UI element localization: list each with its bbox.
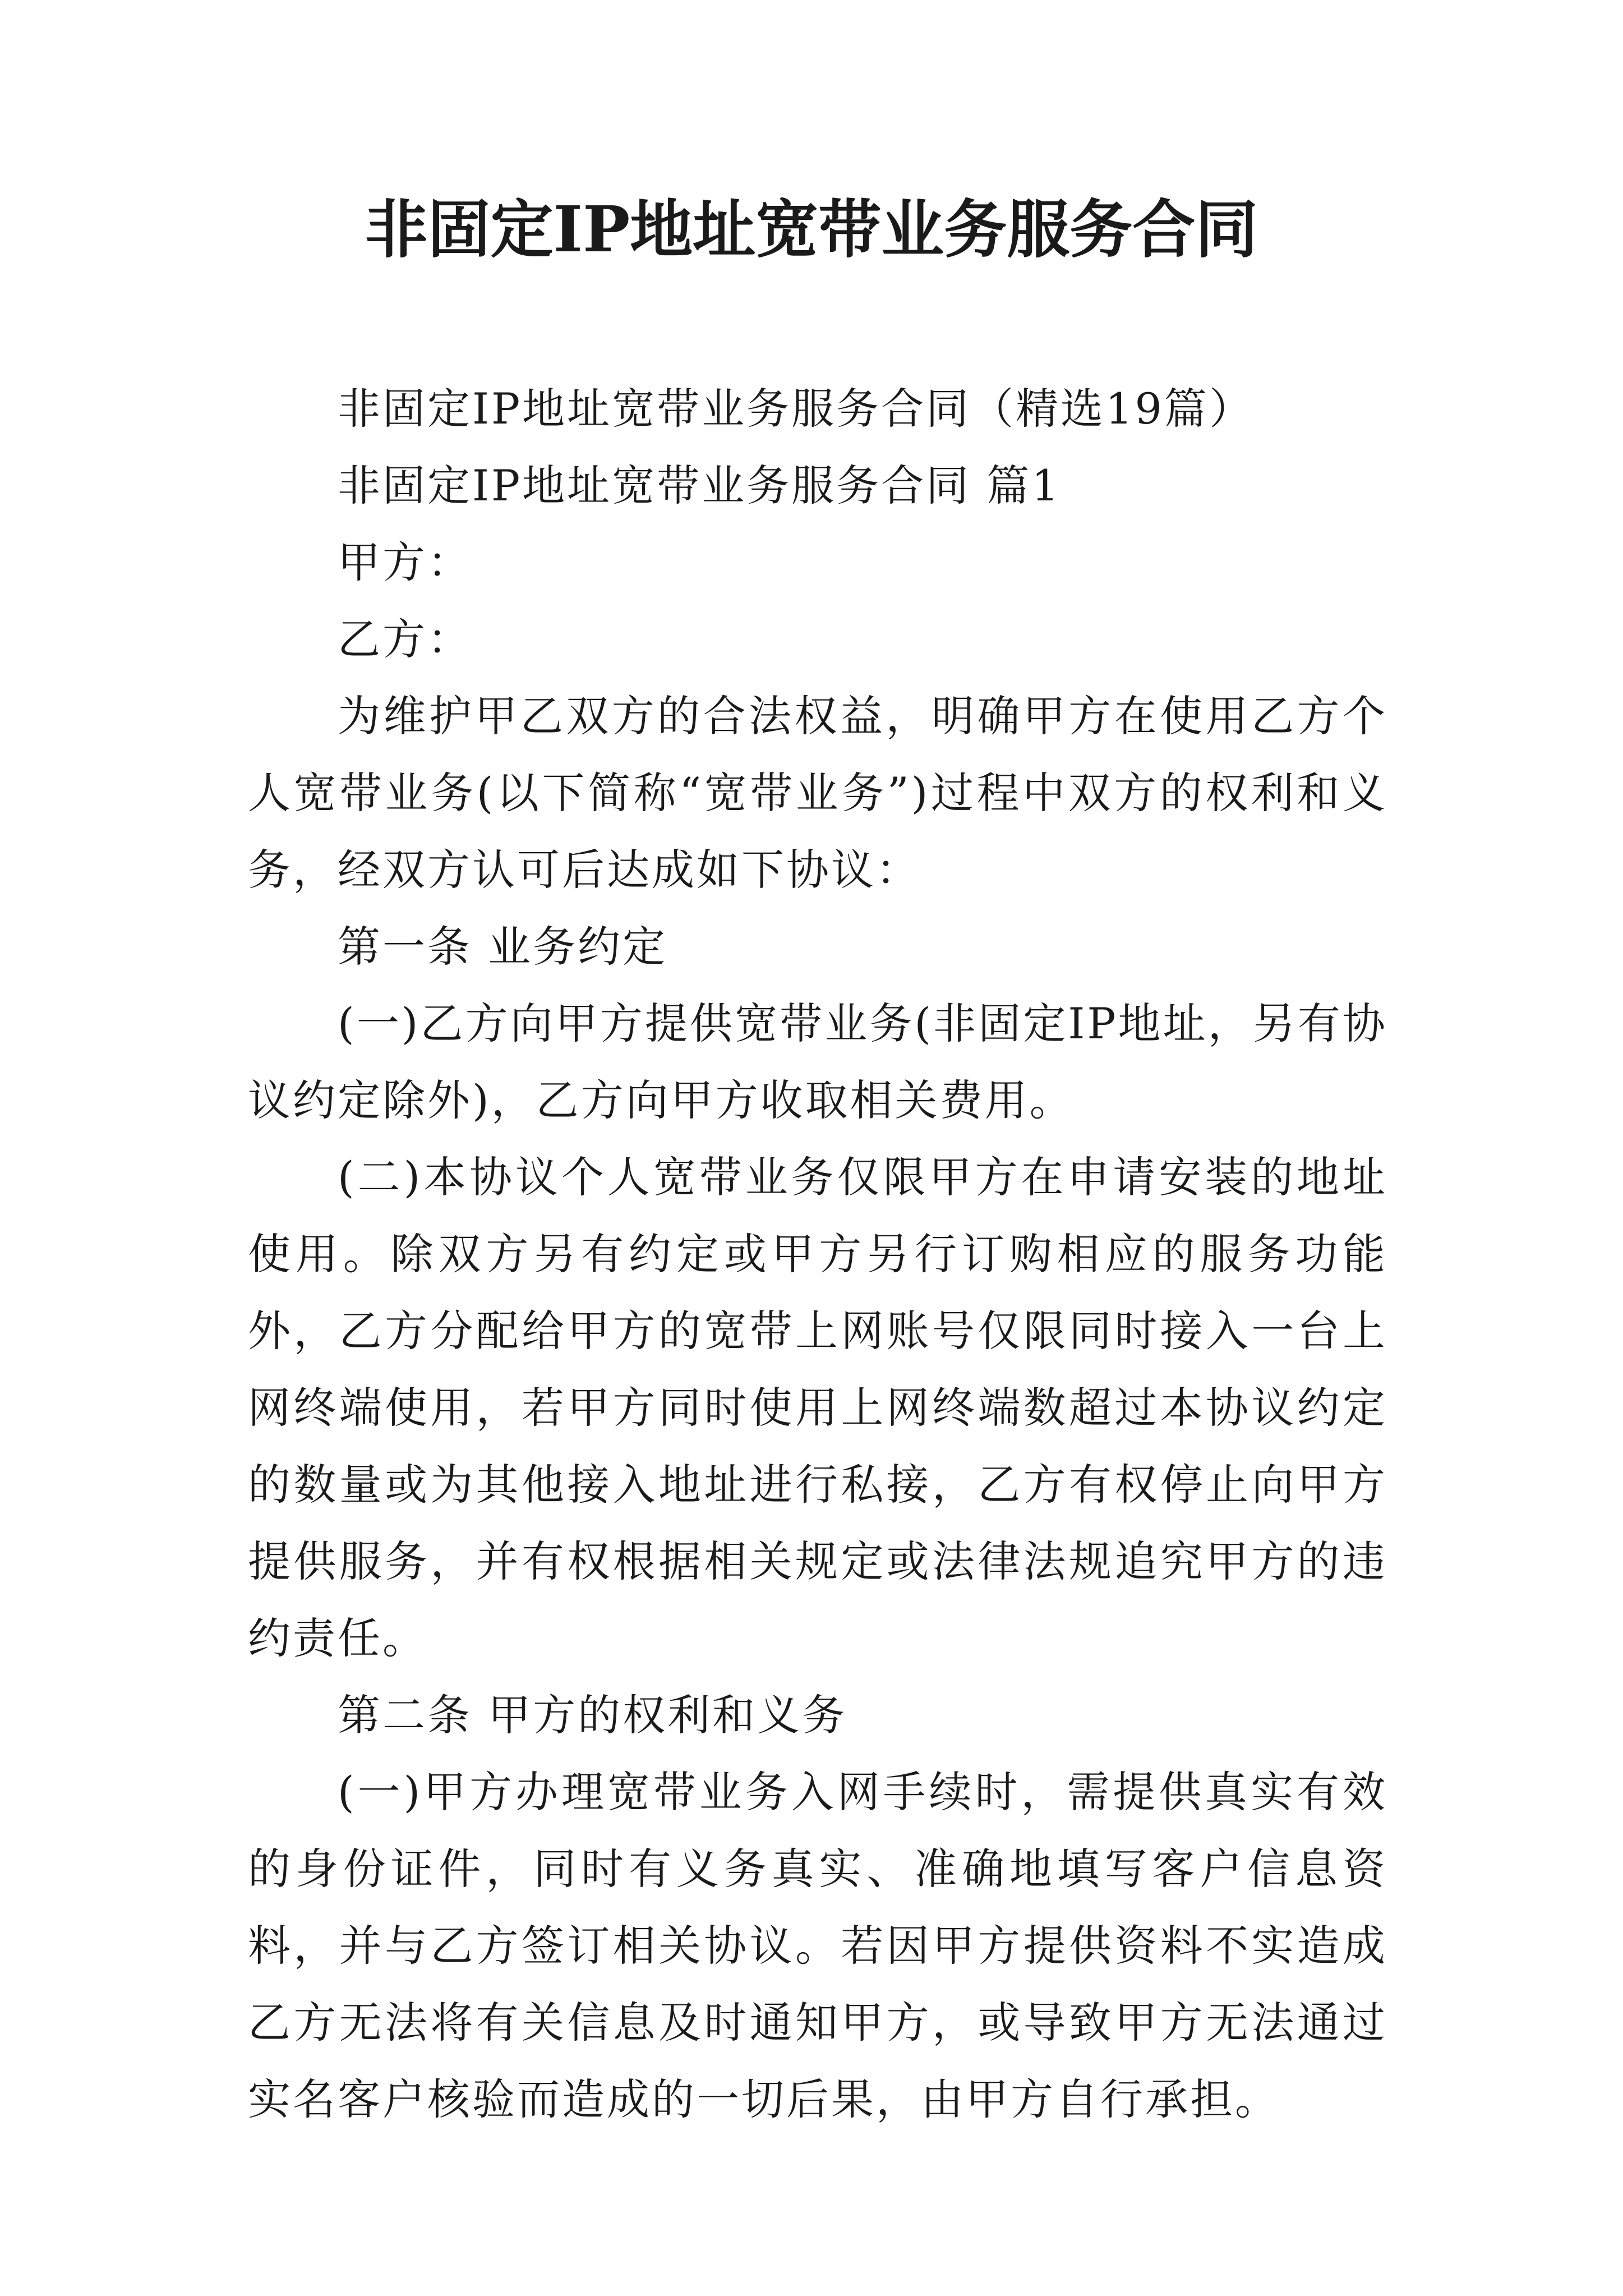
- party-b-line: 乙方：: [338, 614, 472, 664]
- party-a-line: 甲方：: [338, 537, 472, 587]
- preamble-paragraph: 为维护甲乙双方的合法权益，明确甲方在使用乙方个人宽带业务(以下简称“宽带业务”)过程中双方的权利和义务，经双方认可后达成如下协议：: [248, 691, 1387, 895]
- clause-paragraph: (二)本协议个人宽带业务仅限甲方在申请安装的地址使用。除双方另有约定或甲方另行订购相应的服务功能外，乙方分配给甲方的宽带上网账号仅限同时接入一台上网终端使用，若甲方同时使用上网终端数超过本协议约定的数量或为其他接入地址进行私接，乙方有权停止向甲方提供服务，并有权根据相关规定或法律法规追究甲方的违约责任。: [248, 1152, 1387, 1663]
- section-heading: 非固定IP地址宽带业务服务合同 篇1: [338, 461, 1061, 510]
- clause-paragraph: (一)甲方办理宽带业务入网手续时，需提供真实有效的身份证件，同时有义务真实、准确地填写客户信息资料，并与乙方签订相关协议。若因甲方提供资料不实造成乙方无法将有关信息及时通知甲方，或导致甲方无法通过实名客户核验而造成的一切后果，由甲方自行承担。: [248, 1767, 1387, 2124]
- document-body: [248, 370, 1387, 2138]
- document-title: 非固定IP地址宽带业务服务合同: [365, 193, 1258, 266]
- subtitle-paragraph: 非固定IP地址宽带业务服务合同（精选19篇）: [338, 384, 1254, 434]
- clause-paragraph: (一)乙方向甲方提供宽带业务(非固定IP地址，另有协议约定除外)，乙方向甲方收取相关费用。: [248, 999, 1387, 1125]
- article-heading: 第二条 甲方的权利和义务: [338, 1690, 847, 1740]
- article-heading: 第一条 业务约定: [338, 922, 668, 972]
